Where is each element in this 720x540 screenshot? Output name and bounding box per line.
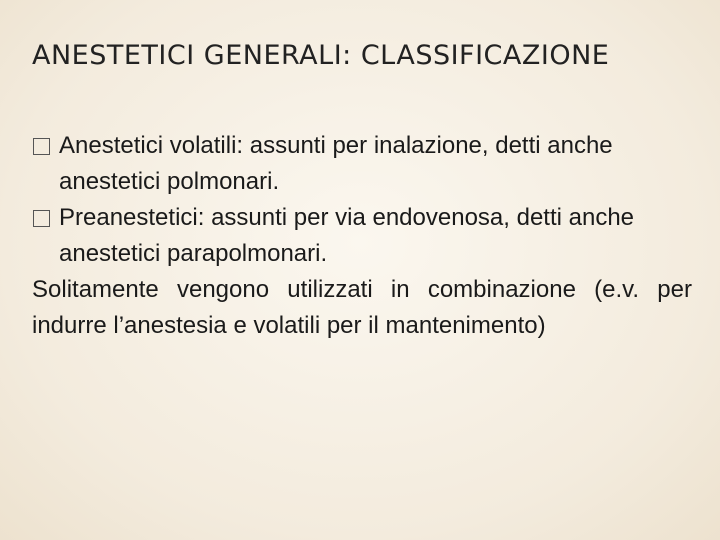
square-bullet-icon — [33, 138, 50, 155]
body-paragraph: Solitamente vengono utilizzati in combinazione (e.v. per indurre l’anestesia e volatili per il mantenimento) — [32, 276, 692, 339]
slide-content — [32, 128, 692, 344]
slide-title: ANESTETICI GENERALI: CLASSIFICAZIONE — [32, 40, 610, 71]
square-bullet-icon — [33, 210, 50, 227]
bullet-text: Anestetici volatili: assunti per inalazione, detti anche anestetici polmonari. — [59, 132, 613, 195]
bullet-item-preanestetici — [32, 200, 692, 272]
bullet-item-volatili — [32, 128, 692, 200]
bullet-text: Preanestetici: assunti per via endovenosa, detti anche anestetici parapolmonari. — [59, 204, 635, 267]
